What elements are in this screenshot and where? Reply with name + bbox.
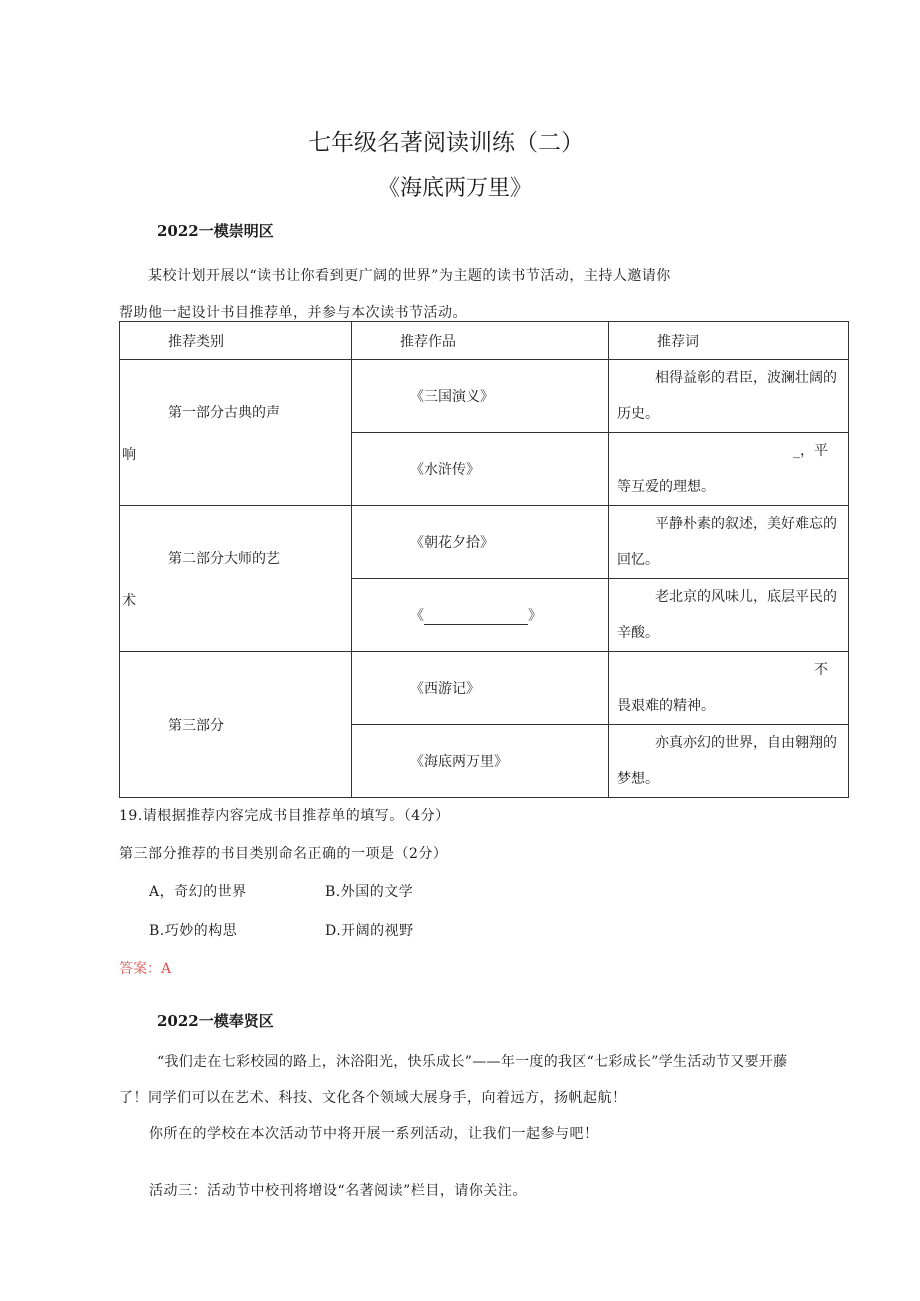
fill-in-blank[interactable] (424, 610, 528, 625)
table-row (120, 360, 849, 433)
description-line: 老北京的风味儿，底层平民的 (655, 589, 837, 605)
section-heading-fengxian: 2022一模奉贤区 (157, 1012, 274, 1030)
page-subtitle: 《海底两万里》 (378, 176, 533, 201)
description-line (617, 652, 840, 688)
description-cell (609, 725, 849, 798)
description-line: 平静朴素的叙述，美好难忘的 (655, 516, 837, 532)
description-line: 历史。 (617, 406, 659, 422)
paragraph-2: 你所在的学校在本次活动节中将开展一系列活动，让我们一起参与吧！ (149, 1126, 599, 1142)
work-cell: 《朝花夕拾》 (352, 506, 609, 579)
book-recommendation-table (119, 321, 849, 798)
blank-close-bracket: 》 (528, 608, 542, 624)
description-cell (609, 652, 849, 725)
option-a[interactable]: A，奇幻的世界 (149, 884, 247, 900)
description-line: 辛酸。 (617, 625, 659, 641)
paragraph-1-line-2: 了！同学们可以在艺术、科技、文化各个领域大展身手，向着远方，扬帆起航！ (119, 1090, 627, 1106)
fill-blank-ending: 不 (814, 662, 828, 678)
description-cell (609, 506, 849, 579)
description-cell (609, 433, 849, 506)
work-cell: 《海底两万里》 (352, 725, 609, 798)
description-line: 亦真亦幻的世界，自由翱翔的 (655, 735, 837, 751)
question-19: 19.请根据推荐内容完成书目推荐单的填写。（4分） (119, 808, 450, 824)
answer-text: 答案：A (119, 961, 172, 977)
category-label: 第二部分大师的艺 (168, 550, 280, 567)
description-cell (609, 360, 849, 433)
category-cell (120, 652, 352, 798)
category-label-wrap: 响 (122, 446, 136, 463)
intro-line-2: 帮助他一起设计书目推荐单，并参与本次读书节活动。 (119, 305, 467, 321)
description-line: 梦想。 (617, 771, 659, 787)
header-category: 推荐类别 (120, 322, 352, 360)
option-b-ingenious[interactable]: B.巧妙的构思 (149, 923, 238, 939)
category-cell (120, 360, 352, 506)
table-header-row (120, 322, 849, 360)
category-cell (120, 506, 352, 652)
category-label: 第一部分古典的声 (168, 404, 280, 421)
description-line: 畏艰难的精神。 (617, 698, 715, 714)
work-cell: 《水浒传》 (352, 433, 609, 506)
category-label: 第三部分 (168, 717, 224, 734)
table-row (120, 652, 849, 725)
description-cell (609, 579, 849, 652)
question-20: 第三部分推荐的书目类别命名正确的一项是（2分） (119, 846, 448, 862)
table-row (120, 506, 849, 579)
description-line: 相得益彰的君臣，波澜壮阔的 (655, 370, 837, 386)
category-label-wrap: 术 (122, 592, 136, 609)
work-cell-blank (352, 579, 609, 652)
description-line: 等互爱的理想。 (617, 479, 715, 495)
work-cell: 《三国演义》 (352, 360, 609, 433)
blank-open-bracket: 《 (410, 608, 424, 624)
page-title: 七年级名著阅读训练（二） (308, 130, 584, 156)
header-description: 推荐词 (609, 322, 849, 360)
intro-line-1: 某校计划开展以“读书让你看到更广阔的世界”为主题的读书节活动，主持人邀请你 (148, 268, 671, 284)
description-line: 回忆。 (617, 552, 659, 568)
fill-blank-ending: _，平 (793, 443, 828, 459)
paragraph-3: 活动三：活动节中校刊将增设“名著阅读”栏目，请你关注。 (149, 1183, 527, 1199)
header-work: 推荐作品 (352, 322, 609, 360)
section-heading-chongming: 2022一模崇明区 (157, 222, 274, 240)
option-d[interactable]: D.开阔的视野 (325, 923, 414, 939)
description-line (617, 433, 840, 469)
option-b-foreign[interactable]: B.外国的文学 (325, 884, 414, 900)
work-cell: 《西游记》 (352, 652, 609, 725)
paragraph-1-line-1: “我们走在七彩校园的路上，沐浴阳光，快乐成长”——年一度的我区“七彩成长”学生活动节又要开藤 (157, 1054, 788, 1070)
